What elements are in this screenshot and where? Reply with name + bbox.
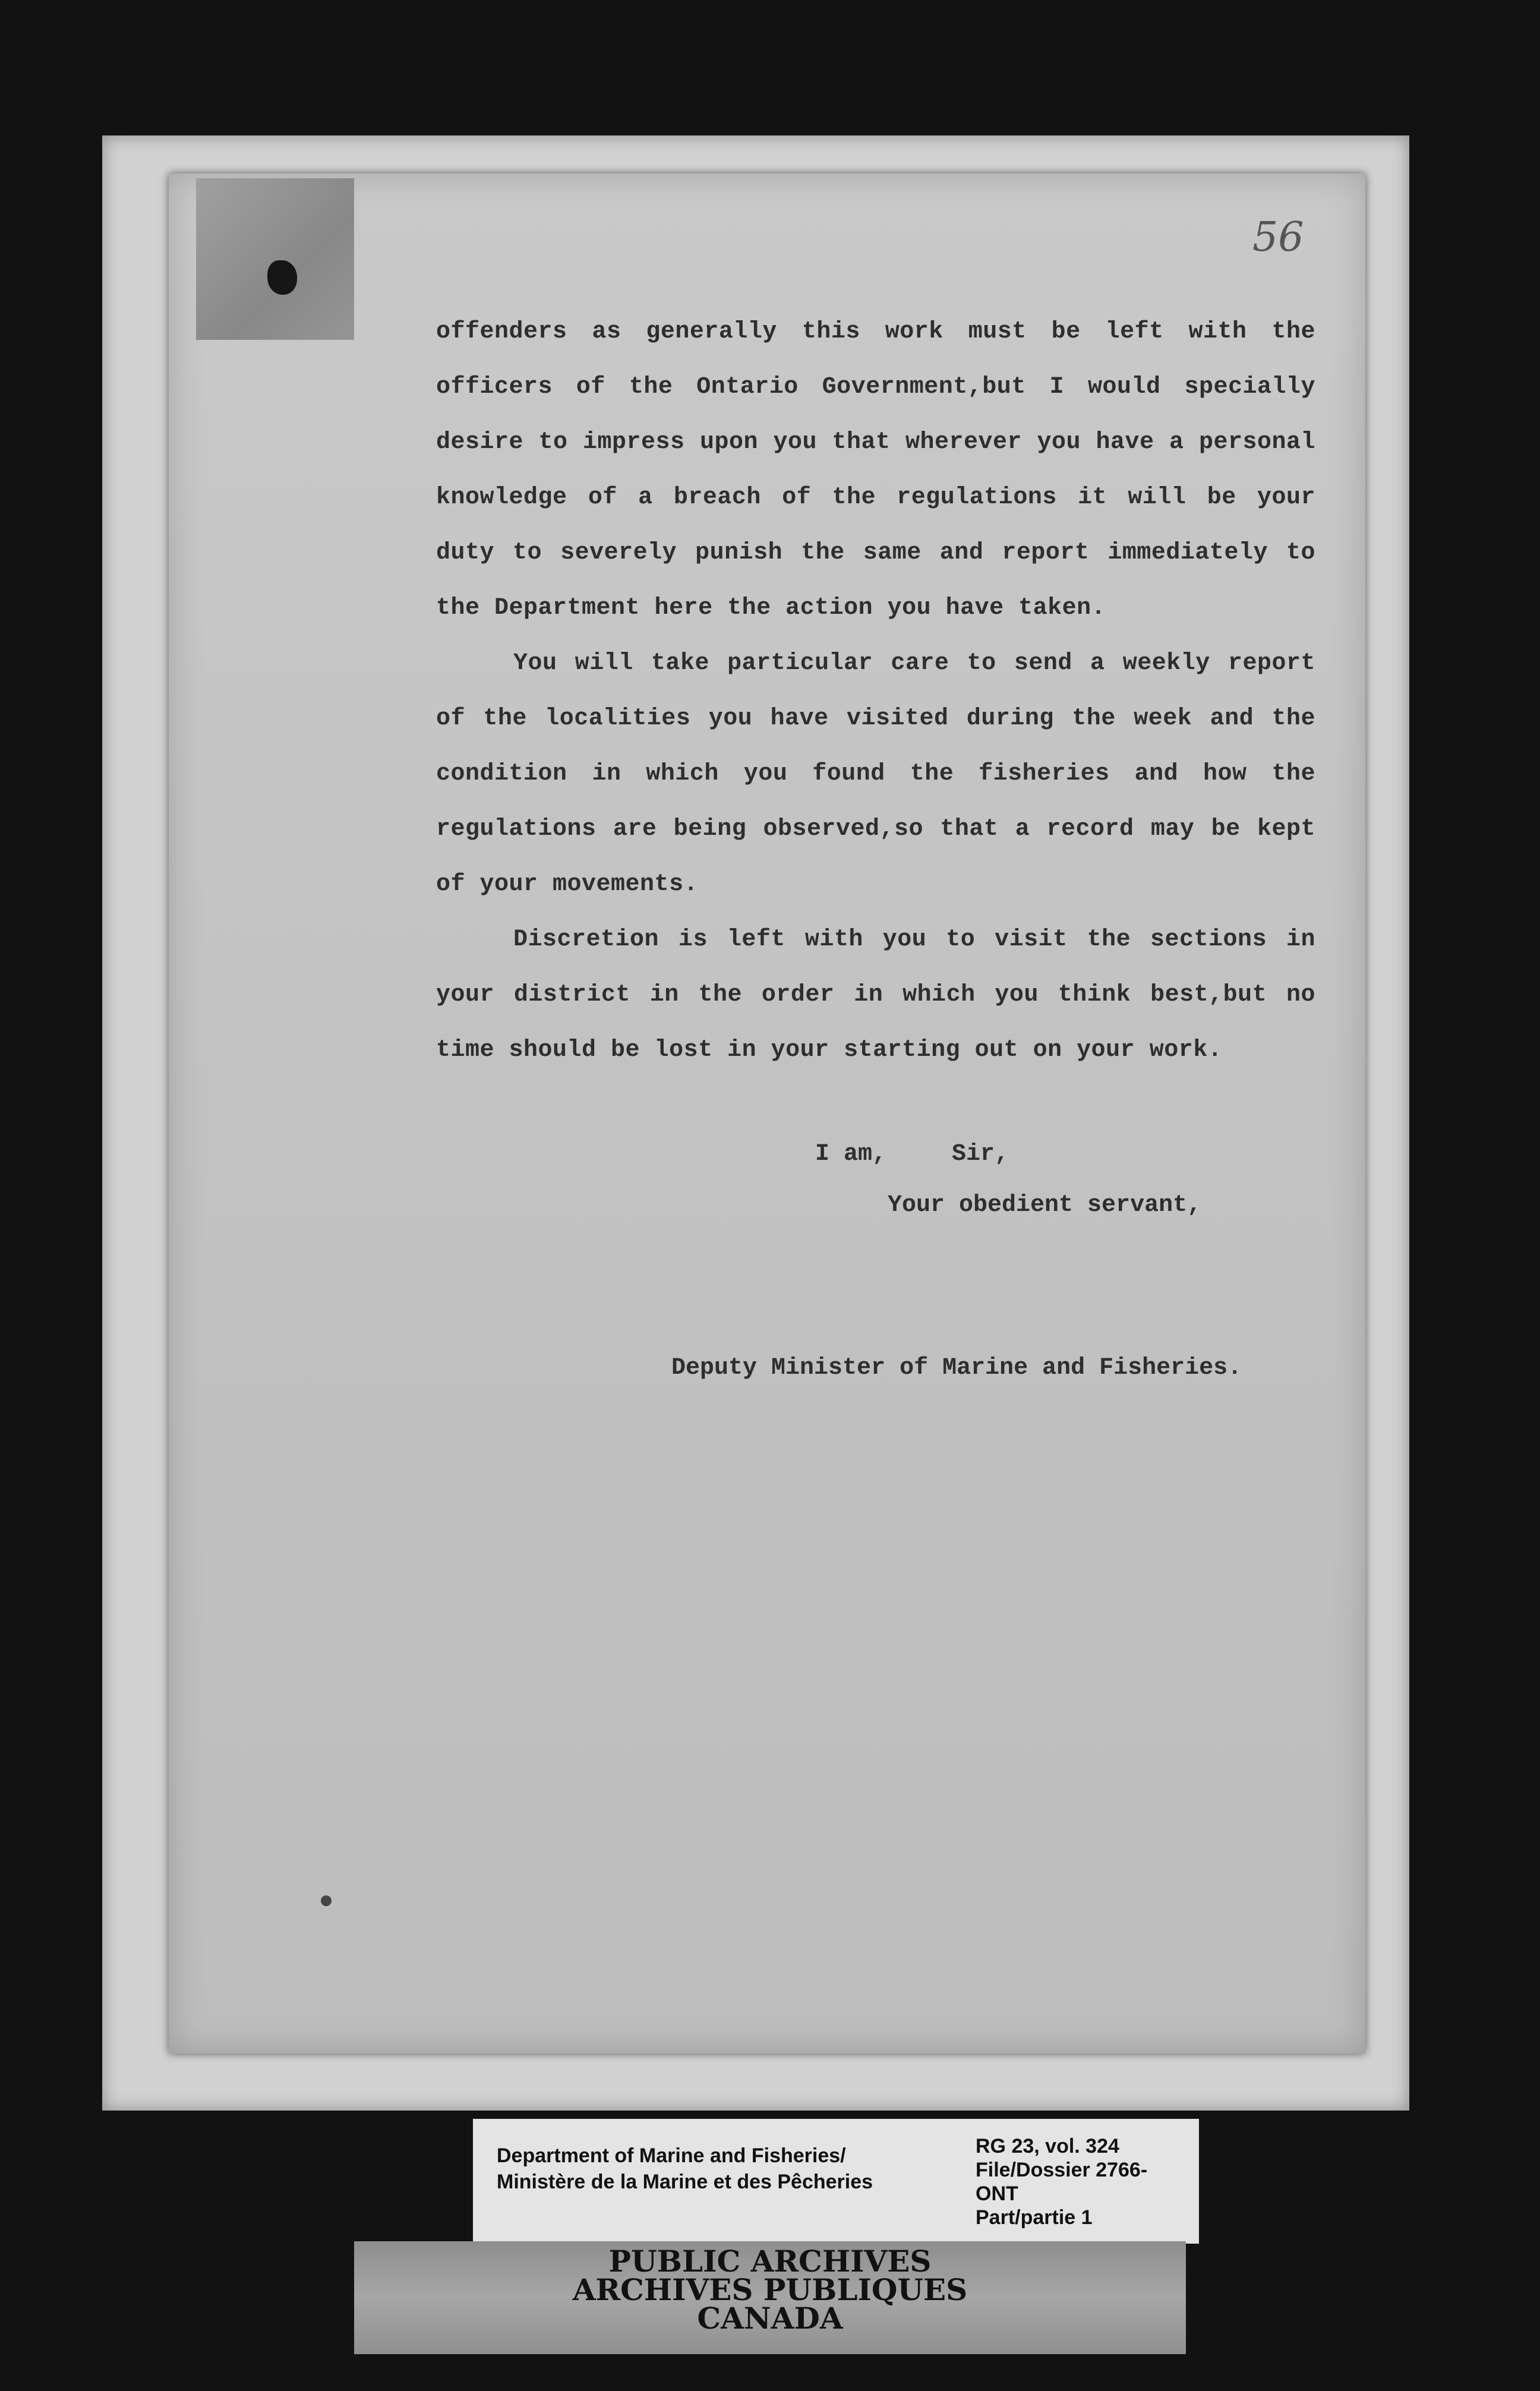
department-fr: Ministère de la Marine et des Pêcheries [497, 2171, 873, 2193]
signature-title: Deputy Minister of Marine and Fisheries. [671, 1355, 1242, 1381]
closing-servant: Your obedient servant, [888, 1192, 1202, 1219]
letter-body [436, 304, 1315, 1078]
reference-part: Part/partie 1 [976, 2206, 1093, 2229]
closing-sir: Sir, [952, 1141, 1009, 1168]
closing-i-am: I am, [815, 1141, 887, 1168]
stamp-line-3: CANADA [697, 2301, 843, 2336]
label-reference [976, 2134, 1147, 2229]
reference-ont: ONT [976, 2182, 1018, 2205]
ink-smudge [321, 1895, 332, 1906]
reference-rg: RG 23, vol. 324 [976, 2135, 1119, 2157]
punch-hole [267, 260, 297, 295]
stamp-line-1: PUBLIC ARCHIVES [608, 2244, 932, 2279]
tape-patch [196, 178, 354, 340]
paragraph-3: Discretion is left with you to visit the sections in your district in the order in which you think best,but no time should be lost in your starting out on your work. [436, 926, 1315, 1064]
label-department [497, 2143, 873, 2195]
archive-reference-label [473, 2119, 1199, 2244]
archives-stamp [354, 2241, 1186, 2354]
paragraph-1: offenders as generally this work must be left with the officers of the Ontario Government,but I would specially desire to impress upon you that wherever you have a personal knowledge of a breach of the regulations it will be your duty to severely punish the same and report immediately to the Department here the action you have taken. [436, 318, 1315, 622]
reference-file: File/Dossier 2766- [976, 2159, 1148, 2181]
stamp-line-2: ARCHIVES PUBLIQUES [572, 2272, 968, 2307]
paragraph-2: You will take particular care to send a weekly report of the localities you have visited during the week and the condition in which you found the fisheries and how the regulations are being observed,so that a record may be kept of your movements. [436, 650, 1315, 898]
department-en: Department of Marine and Fisheries/ [497, 2144, 846, 2167]
folio-number: 56 [1252, 214, 1304, 261]
